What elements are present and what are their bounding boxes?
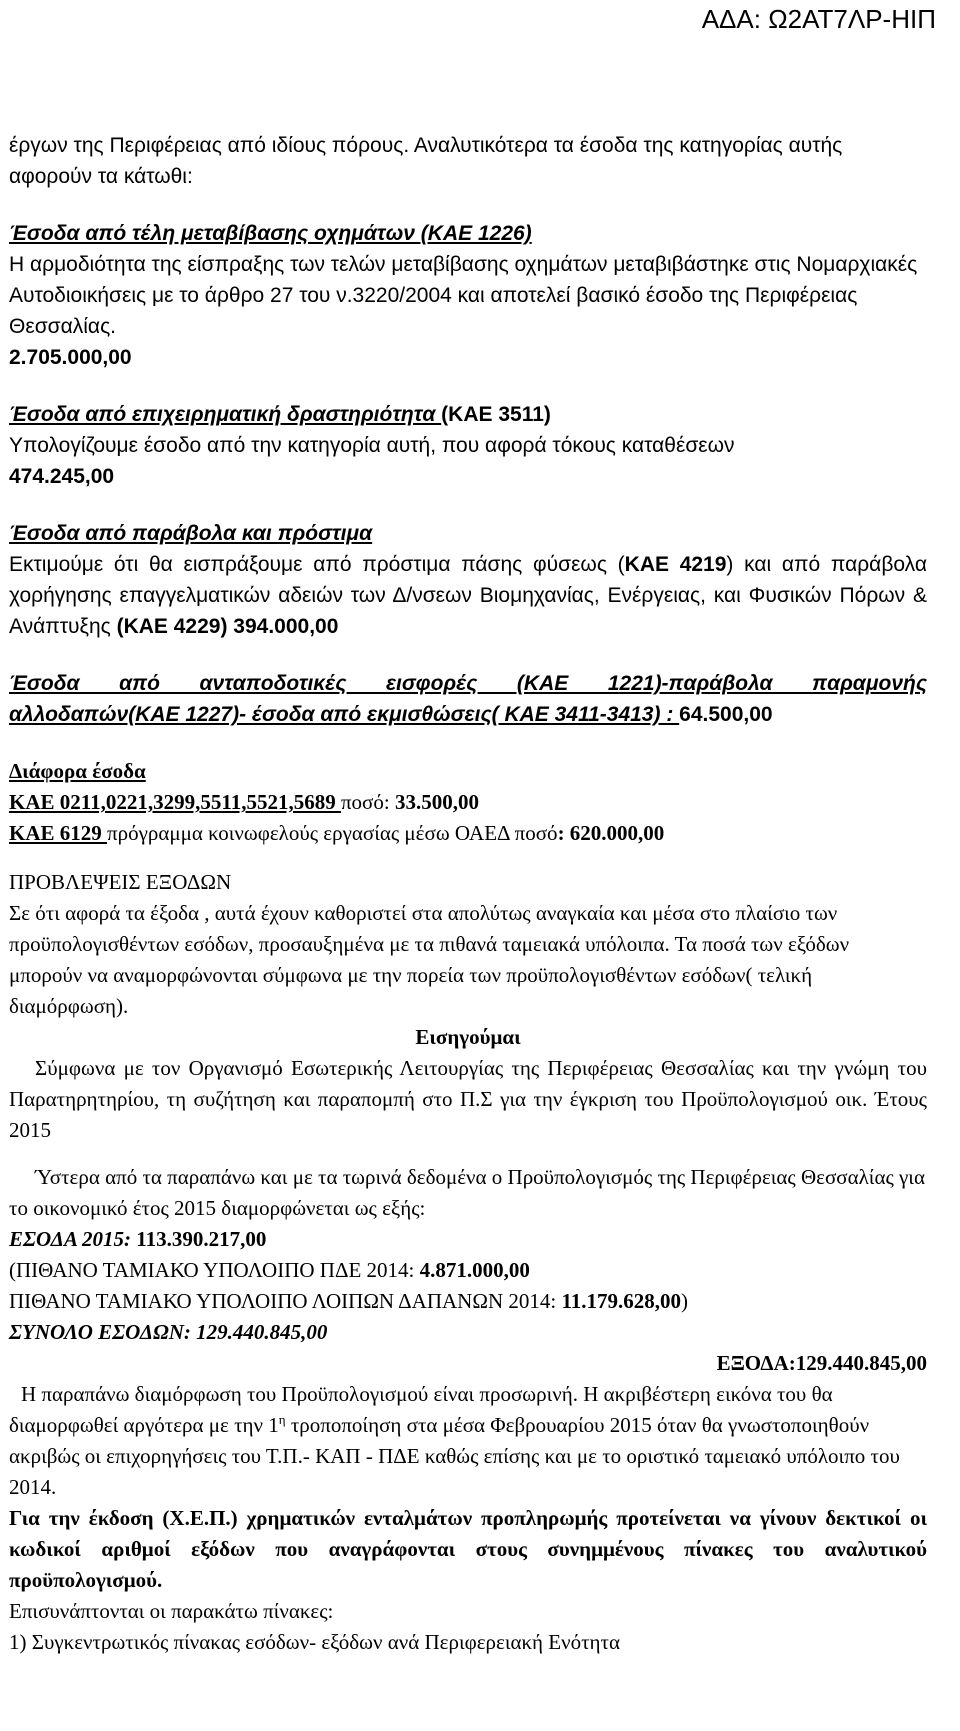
intro-text: έργων της Περιφέρειας από ιδίους πόρους. Αναλυτικότερα τα έσοδα της κατηγορίας αυτής αφορούν τα κάτωθι: [9, 134, 843, 188]
cash2-amount: 11.179.628,00 [561, 1289, 682, 1313]
fees-fines-part2: ) και από παράβολα χορήγησης επαγγελματικών αδειών των Δ/νσεων Βιομηχανίας, Ενέργειας, και Φυσικών Πόρων & Ανάπτυξης [9, 553, 927, 638]
revenue-label: ΕΣΟΔΑ 2015: [9, 1227, 132, 1251]
misc-row2-amount: : 620.000,00 [557, 821, 665, 845]
cash1-label: (ΠΙΘΑΝΟ ΤΑΜΙΑΚΟ ΥΠΟΛΟΙΠΟ ΠΔΕ 2014: [9, 1258, 420, 1282]
cash2-label: ΠΙΘΑΝΟ ΤΑΜΙΑΚΟ ΥΠΟΛΟΙΠΟ ΛΟΙΠΩΝ ΔΑΠΑΝΩΝ 2014: [9, 1289, 562, 1313]
business-activity-text: Υπολογίζουμε έσοδο από την κατηγορία αυτή, που αφορά τόκους καταθέσεων [9, 434, 735, 457]
fees-fines-code1: ΚΑΕ 4219 [624, 553, 727, 576]
misc-row2-code: ΚΑΕ 6129 [9, 821, 108, 845]
proposal-heading: Εισηγούμαι [415, 1025, 521, 1049]
fees-fines-part1: Εκτιμούμε ότι θα εισπράξουμε από πρόστιμα πάσης φύσεως ( [9, 553, 625, 576]
proposal-text2: Ύστερα από τα παραπάνω και με τα τωρινά δεδομένα ο Προϋπολογισμός της Περιφέρειας Θεσσαλίας για το οικονομικό έτος 2015 διαμορφώνεται ως εξής: [9, 1165, 925, 1220]
expenses-total: ΕΞΟΔΑ:129.440.845,00 [716, 1351, 927, 1375]
contributions-line2: αλλοδαπών(ΚΑΕ 1227)- έσοδα από εκμισθώσεις( ΚΑΕ 3411-3413) : [9, 703, 680, 726]
closing-sup: η [278, 1412, 286, 1427]
business-activity-amount: 474.245,00 [9, 465, 115, 488]
ada-code: ΑΔΑ: Ω2ΑΤ7ΛΡ-ΗΙΠ [701, 4, 936, 34]
fees-fines-code2: (ΚΑΕ 4229) 394.000,00 [116, 615, 339, 638]
expenses-heading: ΠΡΟΒΛΕΨΕΙΣ ΕΞΟΔΩΝ [9, 870, 232, 894]
misc-heading: Διάφορα έσοδα [9, 759, 146, 783]
section-business-activity [9, 399, 927, 492]
closing-text-b: τροποποίηση στα μέσα Φεβρουαρίου 2015 όταν θα γνωστοποιηθούν ακριβώς οι επιχορηγήσεις του Τ.Π.- ΚΑΠ - ΠΔΕ καθώς επίσης και με το οριστικό ταμειακό υπόλοιπο του 2014. [9, 1413, 900, 1499]
fees-fines-text [9, 549, 927, 642]
revenue-sum: ΣΥΝΟΛΟ ΕΣΟΔΩΝ: 129.440.845,00 [9, 1320, 328, 1344]
cash1-amount: 4.871.000,00 [419, 1258, 530, 1282]
closing-text-a: Η παραπάνω διαμόρφωση του Προϋπολογισμού είναι προσωρινή. Η ακριβέστερη εικόνα του θα διαμορφωθεί αργότερα με την 1 [9, 1382, 833, 1437]
section-expenses [9, 867, 927, 1022]
attached-label: Επισυνάπτονται οι παρακάτω πίνακες: [9, 1599, 334, 1623]
fees-fines-heading: Έσοδα από παράβολα και πρόστιμα [9, 522, 373, 545]
document-body [9, 130, 927, 1658]
expenses-text: Σε ότι αφορά τα έξοδα , αυτά έχουν καθοριστεί στα απολύτως αναγκαία και μέσα στο πλαίσιο των προϋπολογισθέντων εσόδων, προσαυξημένα με τα πιθανά ταμειακά υπόλοιπα. Τα ποσά των εξόδων μπορούν να αναμορφώνονται σύμφωνα με την πορεία των προϋπολογισθέντων εσόδων( τελική διαμόρφωση). [9, 901, 850, 1018]
closing-text [9, 1379, 927, 1503]
misc-row1-codes: ΚΑΕ 0211,0221,3299,5511,5521,5689 [9, 790, 341, 814]
transfer-fees-heading: Έσοδα από τέλη μεταβίβασης οχημάτων (ΚΑΕ 1226) [9, 222, 532, 245]
misc-row1-amount: 33.500,00 [394, 790, 479, 814]
attached-item-1: 1) Συγκεντρωτικός πίνακας εσόδων- εξόδων ανά Περιφερειακή Ενότητα [9, 1630, 620, 1654]
section-totals [9, 1224, 927, 1379]
section-closing [9, 1379, 927, 1658]
misc-row1-label: ποσό: [340, 790, 395, 814]
closing-bold-text: Για την έκδοση (Χ.Ε.Π.) χρηματικών ενταλμάτων προπληρωμής προτείνεται να γίνουν δεκτικοί οι κωδικοί αριθμοί εξόδων που αναγράφονται στους συνημμένους πίνακες του αναλυτικού προϋπολογισμού. [9, 1506, 927, 1592]
transfer-fees-text: Η αρμοδιότητα της είσπραξης των τελών μεταβίβασης οχημάτων μεταβιβάστηκε στις Νομαρχιακές Αυτοδιοικήσεις με το άρθρο 27 του ν.3220/2004 και αποτελεί βασικό έσοδο της Περιφέρειας Θεσσαλίας. [9, 253, 918, 338]
business-activity-code: (ΚΑΕ 3511) [441, 403, 551, 426]
section-contributions [9, 668, 927, 730]
section-transfer-fees [9, 218, 927, 373]
section-misc [9, 756, 927, 849]
misc-row2-text: πρόγραμμα κοινωφελούς εργασίας μέσω ΟΑΕΔ ποσό [107, 821, 558, 845]
contributions-amount: 64.500,00 [679, 703, 773, 726]
cash2-close: ) [681, 1289, 689, 1313]
section-proposal [9, 1022, 927, 1224]
proposal-text: Σύμφωνα με τον Οργανισμό Εσωτερικής Λειτουργίας της Περιφέρειας Θεσσαλίας και την γνώμη του Παρατηρητηρίου, τη συζήτηση και παραπομπή στο Π.Σ για την έγκριση του Προϋπολογισμού οικ. Έτους 2015 [9, 1056, 927, 1142]
contributions-line1: Έσοδα από ανταποδοτικές εισφορές (ΚΑΕ 1221)-παράβολα παραμονής [9, 672, 927, 695]
transfer-fees-amount: 2.705.000,00 [9, 346, 132, 369]
section-fees-fines [9, 518, 927, 642]
business-activity-heading: Έσοδα από επιχειρηματική δραστηριότητα [9, 403, 442, 426]
revenue-amount: 113.390.217,00 [131, 1227, 267, 1251]
